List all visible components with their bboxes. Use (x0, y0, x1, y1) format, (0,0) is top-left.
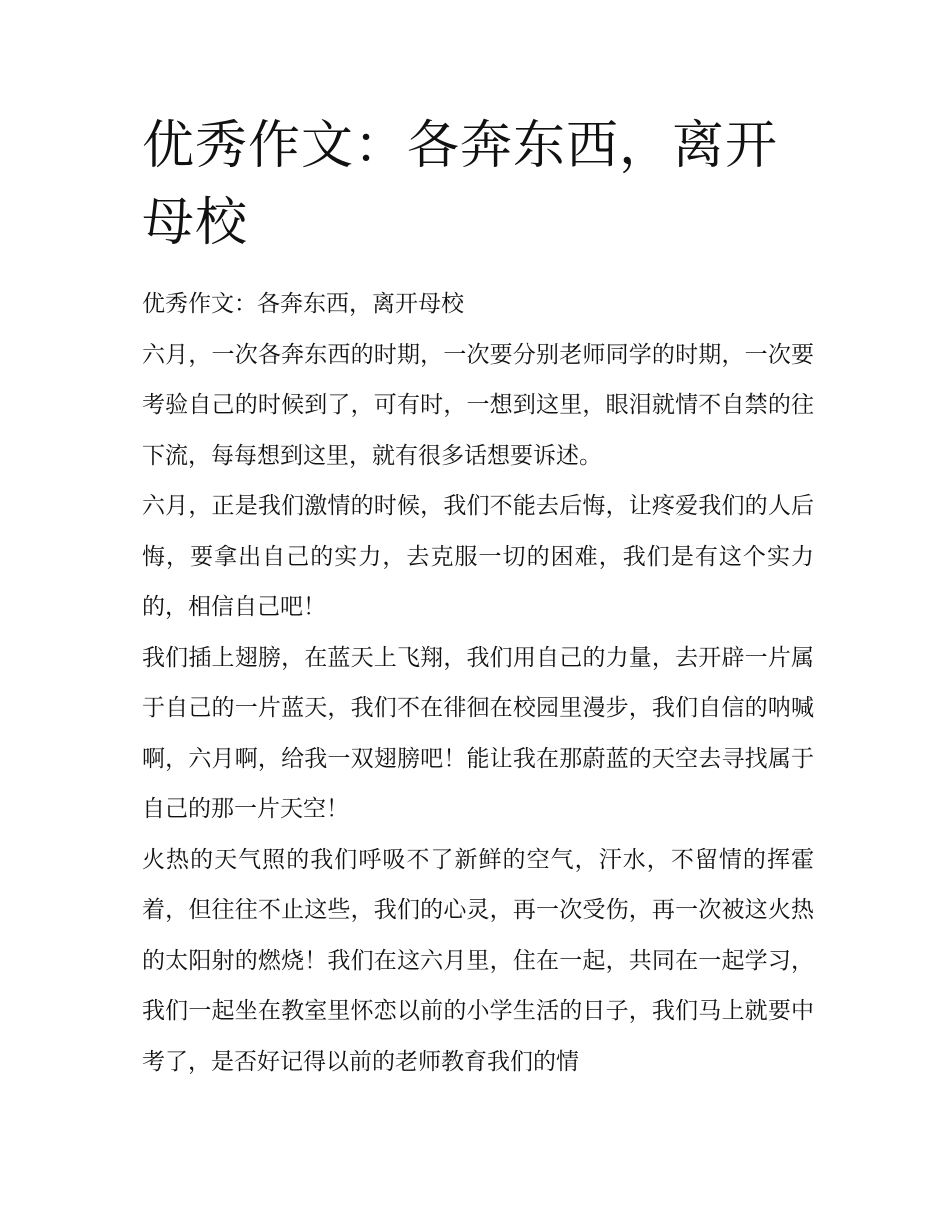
paragraph-4: 火热的天气照的我们呼吸不了新鲜的空气，汗水，不留情的挥霍着，但往往不止这些，我们的心灵，再一次受伤，再一次被这火热的太阳射的燃烧！我们在这六月里，住在一起，共同在一起学习，我们一起坐在教室里怀恋以前的小学生活的日子，我们马上就要中考了，是否好记得以前的老师教育我们的情 (142, 846, 814, 1075)
paragraph-subtitle: 优秀作文：各奔东西，离开母校 (142, 291, 464, 317)
paragraph-3: 我们插上翅膀，在蓝天上飞翔，我们用自己的力量，去开辟一片属于自己的一片蓝天，我们不在徘徊在校园里漫步，我们自信的呐喊啊，六月啊，给我一双翅膀吧！能让我在那蔚蓝的天空去寻找属于自己的那一片天空！ (142, 644, 814, 822)
document-body (142, 279, 814, 1087)
document-title: 优秀作文：各奔东西，离开母校 (142, 116, 779, 253)
paragraph-2: 六月，正是我们激情的时候，我们不能去后悔，让疼爱我们的人后悔，要拿出自己的实力，去克服一切的困难，我们是有这个实力的，相信自己吧！ (142, 493, 814, 620)
paragraph-1: 六月，一次各奔东西的时期，一次要分别老师同学的时期，一次要考验自己的时候到了，可有时，一想到这里，眼泪就情不自禁的往下流，每每想到这里，就有很多话想要诉述。 (142, 341, 814, 469)
